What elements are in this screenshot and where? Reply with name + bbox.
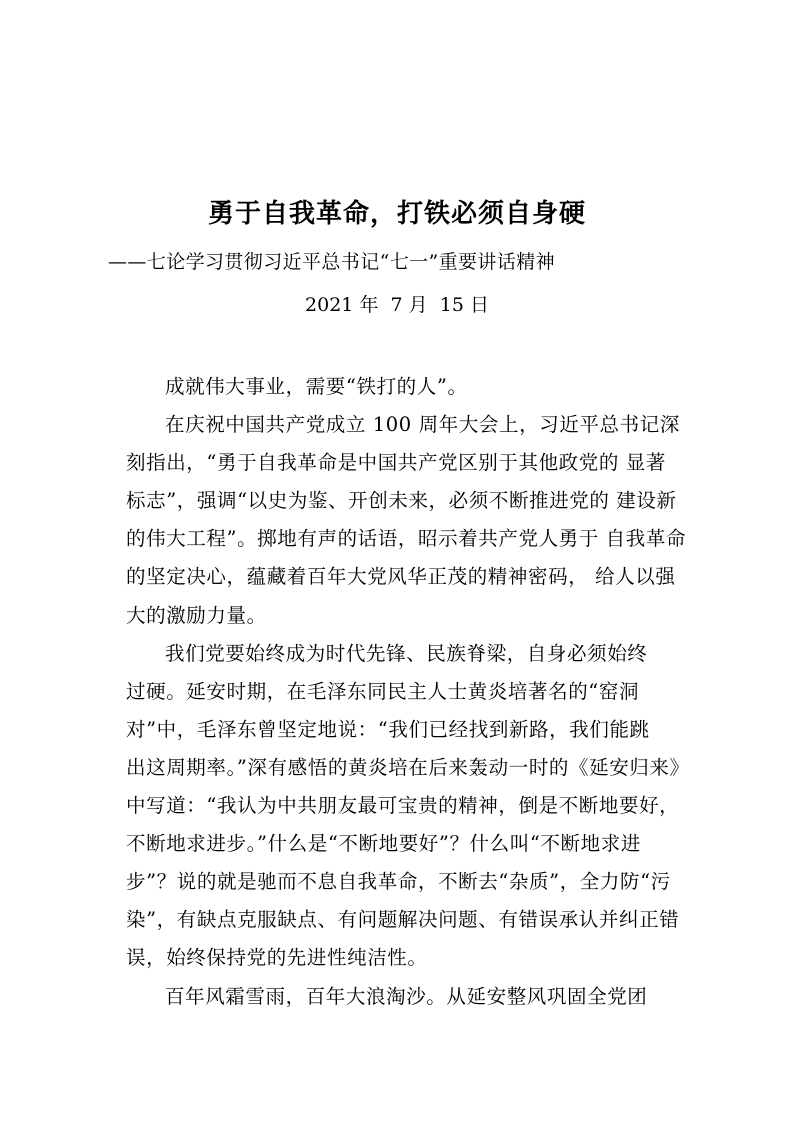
paragraph-line: 成就伟大事业，需要“铁打的人”。: [165, 375, 468, 398]
paragraph-line: 标志”，强调“以史为鉴、开创未来，必须不断推进党的 建设新: [126, 489, 677, 513]
paragraph-line: 染”，有缺点克服缺点、有问题解决问题、有错误承认并纠正错: [126, 908, 680, 932]
paragraph-line: 对”中，毛泽东曾坚定地说：“我们已经找到新路，我们能跳: [126, 717, 650, 741]
document-subtitle: ——七论学习贯彻习近平总书记“七一”重要讲话精神: [108, 251, 556, 273]
document-title: 勇于自我革命，打铁必须自身硬: [207, 199, 586, 229]
paragraph-line: 我们党要始终成为时代先锋、民族脊梁，自身必须始终: [165, 641, 648, 665]
paragraph-line: 步”？说的就是驰而不息自我革命，不断去“杂质”，全力防“污: [126, 870, 671, 894]
paragraph-line: 误，始终保持党的先进性纯洁性。: [126, 946, 428, 970]
paragraph-line: 的伟大工程”。掷地有声的话语，昭示着共产党人勇于 自我革命: [126, 527, 687, 551]
paragraph-line: 出这周期率。”深有感悟的黄炎培在后来轰动一时的《延安归来》: [126, 755, 690, 779]
paragraph-line: 中写道：“我认为中共朋友最可宝贵的精神，倒是不断地要好，: [126, 794, 680, 818]
paragraph-line: 大的激励力量。: [126, 603, 267, 627]
paragraph-line: 百年风霜雪雨，百年大浪淘沙。从延安整风巩固全党团: [165, 984, 648, 1008]
paragraph-line: 过硬。延安时期，在毛泽东同民主人士黄炎培著名的“窑洞: [126, 679, 640, 703]
paragraph-line: 的坚定决心，蕴藏着百年大党风华正茂的精神密码， 给人以强: [126, 565, 676, 589]
paragraph-line: 刻指出，“勇于自我革命是中国共产党区别于其他政党的 显著: [126, 451, 666, 475]
paragraph-line: 不断地求进步。”什么是“不断地要好”？什么叫“不断地求进: [126, 832, 641, 856]
paragraph-line: 在庆祝中国共产党成立 100 周年大会上，习近平总书记深: [165, 413, 680, 437]
publish-date: 2021 年 7 月 15 日: [305, 294, 489, 316]
article-body: [126, 368, 706, 1016]
